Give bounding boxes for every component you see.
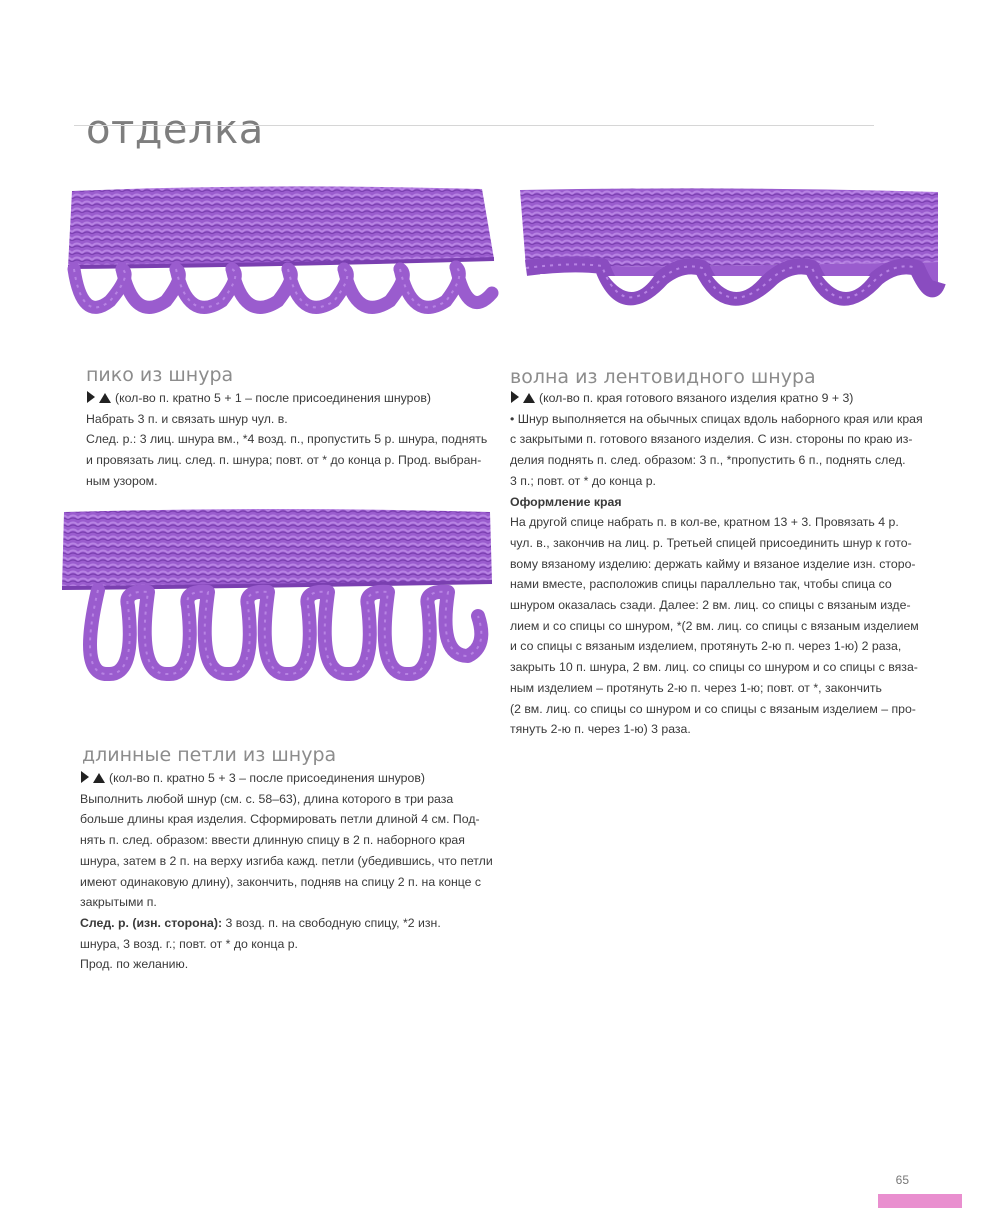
section-heading-wave: волна из лентовидного шнура — [510, 366, 816, 388]
stitch-symbols-icon — [86, 391, 114, 403]
page-color-tab — [878, 1194, 962, 1208]
page-title: отделка — [86, 106, 264, 153]
section-text-long-loops: (кол-во п. кратно 5 + 3 – после присоединения шнуров) Выполнить любой шнур (см. с. 58–63), длина которого в три раза больше длины края изделия. Сформировать петли длиной 4 см. Под- нять п. след. образом: ввести длинную спицу в 2 п. наборного края шнура, затем в 2 п. на верху изгиба кажд. петли (убедившись, что петли имеют одинаковую длину), закончить, подняв на спицу 2 п. на конце с закрытыми п. След. р. (изн. сторона): 3 возд. п. на свободную спицу, *2 изн. шнура, 3 возд. г.; повт. от * до конца р. Прод. по желанию. — [80, 771, 493, 972]
stitch-symbols-icon — [510, 391, 538, 403]
picot-cord-swatch-image — [62, 185, 504, 327]
subheading-edge-finish: Оформление края — [510, 494, 622, 509]
wave-ribbon-cord-swatch-image — [512, 182, 946, 328]
section-heading-picot: пико из шнура — [86, 364, 234, 386]
section-heading-long-loops: длинные петли из шнура — [82, 744, 337, 766]
stitch-symbols-icon — [80, 771, 108, 783]
section-text-picot: (кол-во п. кратно 5 + 1 – после присоединения шнуров) Набрать 3 п. и связать шнур чул. в. След. р.: 3 лиц. шнура вм., *4 возд. п., пропустить 5 р. шнура, поднять и провязать лиц. след. п. шнура; повт. от * до конца р. Прод. выбран- ным узором. — [86, 391, 488, 488]
title-divider — [74, 125, 874, 126]
long-loops-cord-swatch-image — [58, 506, 498, 696]
page-number: 65 — [895, 1173, 909, 1187]
section-text-wave: (кол-во п. края готового вязаного изделия кратно 9 + 3) • Шнур выполняется на обычных спицах вдоль наборного края или края с закрытыми п. готового вязаного изделия. С изн. стороны по краю из- делия поднять п. след. образом: 3 п., *пропустить 6 п., поднять след. 3 п.; повт. от * до конца р. Оформление края На другой спице набрать п. в кол-ве, кратном 13 + 3. Провязать 4 р. чул. в., закончив на лиц. р. Третьей спицей присоединить шнур к гото- вому вязаному изделию: держать кайму и вязаное изделие изн. сторо- нами вместе, расположив спицы параллельно так, чтобы спица со шнуром оказалась сзади. Далее: 2 вм. лиц. со спицы с вязаным изде- лием и со спицы со шнуром, *(2 вм. лиц. со спицы с вязаным изделием и со спицы с вязаным изделием, протянуть 2-ю п. через 1-ю) 2 раза, закрыть 10 п. шнура, 2 вм. лиц. со спицы со шнуром и со спицы с вяза- ным изделием – протянуть 2-ю п. через 1-ю; повт. от *, закончить (2 вм. лиц. со спицы со шнуром и со спицы с вязаным изделием – про- тянуть 2-ю п. через 1-ю) 3 раза. — [510, 391, 923, 737]
